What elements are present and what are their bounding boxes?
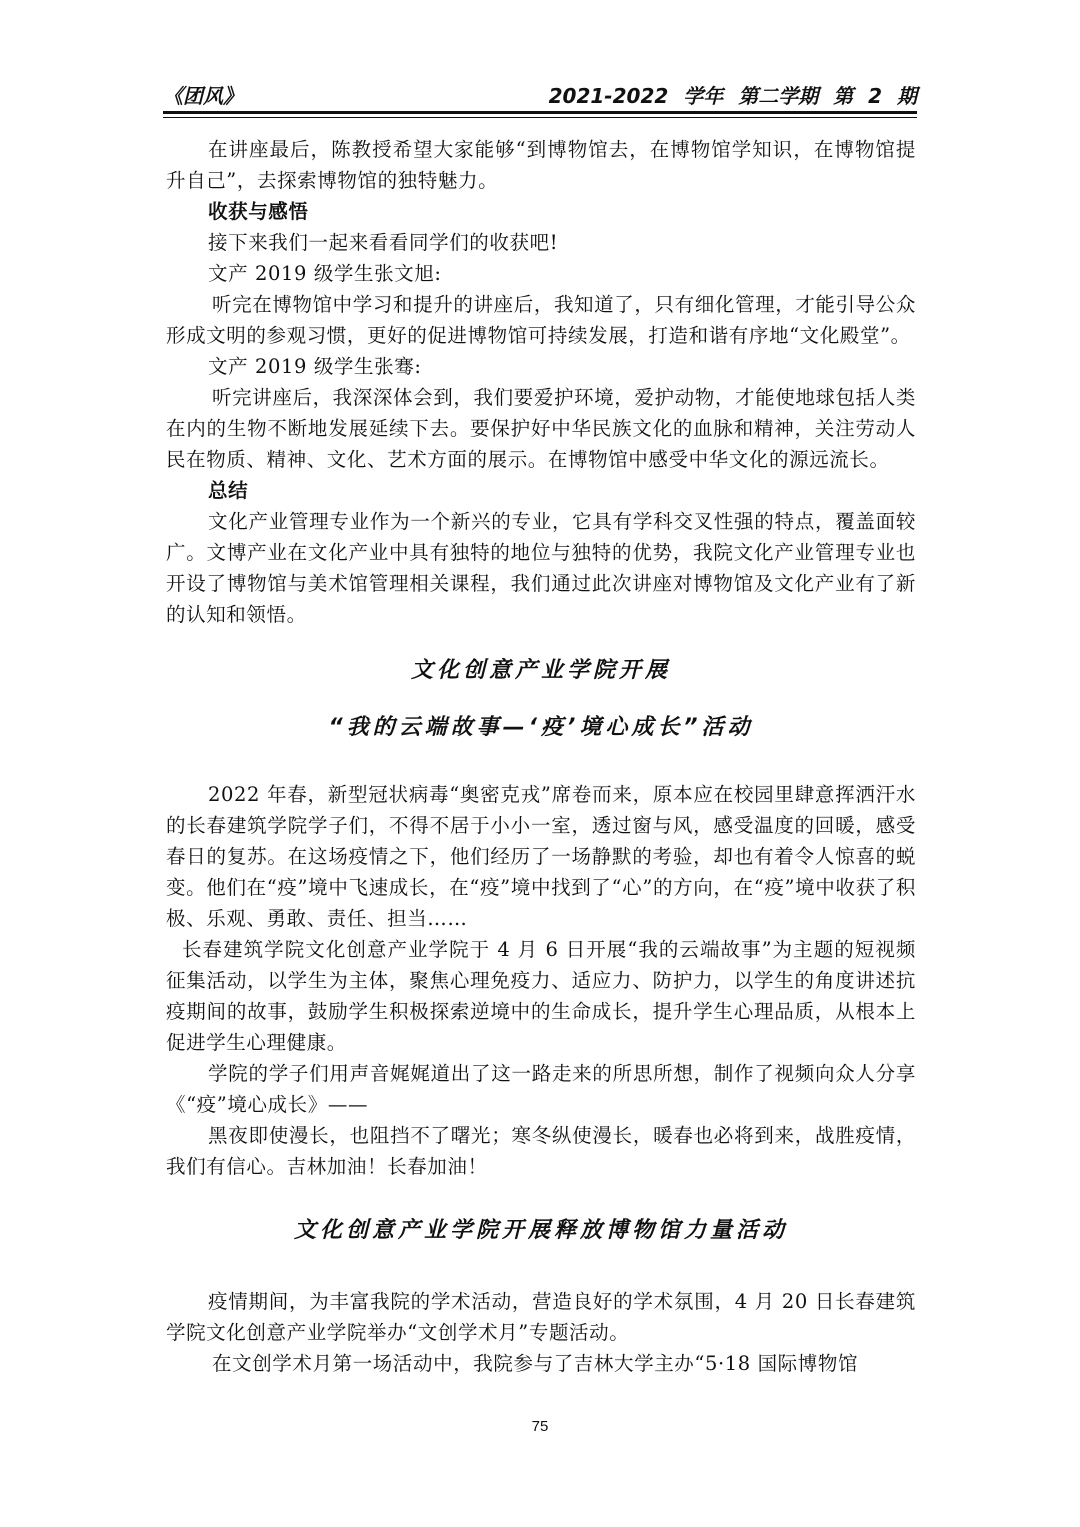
header-rule-thin	[163, 117, 917, 118]
lecture-closing-paragraph: 在讲座最后，陈教授希望大家能够“到博物馆去，在博物馆学知识，在博物馆提升自己”，去探索博物馆的独特魅力。	[166, 138, 916, 192]
article2-paragraph-2: 长春建筑学院文化创意产业学院于 4 月 6 日开展“我的云端故事”为主题的短视频征集活动，以学生为主体，聚焦心理免疫力、适应力、防护力，以学生的角度讲述抗疫期间的故事，鼓励学生积极探索逆境中的生命成长，提升学生心理品质，从根本上促进学生心理健康。	[166, 938, 916, 1054]
article2-title-line2: “我的云端故事—‘疫’境心成长”活动	[328, 715, 754, 740]
article3-paragraph-1: 疫情期间，为丰富我院的学术活动，营造良好的学术氛围，4 月 20 日长春建筑学院文化创意产业学院举办“文创学术月”专题活动。	[166, 1290, 916, 1344]
article2-paragraph-4: 黑夜即使漫长，也阻挡不了曙光；寒冬纵使漫长，暖春也必将到来，战胜疫情，我们有信心。吉林加油！长春加油！	[166, 1124, 916, 1178]
journal-name: 《团风》	[163, 84, 243, 108]
summary-paragraph: 文化产业管理专业作为一个新兴的专业，它具有学科交叉性强的特点，覆盖面较广。文博产业在文化产业中具有独特的地位与独特的优势，我院文化产业管理专业也开设了博物馆与美术馆管理相关课程，我们通过此次讲座对博物馆及文化产业有了新的认知和领悟。	[166, 510, 916, 626]
heading-summary: 总结	[208, 479, 249, 502]
page-header	[163, 76, 917, 110]
student2-paragraph: 听完讲座后，我深深体会到，我们要爱护环境，爱护动物，才能使地球包括人类在内的生物不断地发展延续下去。要保护好中华民族文化的血脉和精神，关注劳动人民在物质、精神、文化、艺术方面的展示。在博物馆中感受中华文化的源远流长。	[166, 386, 916, 471]
article2-paragraph-1: 2022 年春，新型冠状病毒“奥密克戎”席卷而来，原本应在校园里肆意挥洒汗水的长春建筑学院学子们，不得不居于小小一室，透过窗与风，感受温度的回暖，感受春日的复苏。在这场疫情之下，他们经历了一场静默的考验，却也有着令人惊喜的蜕变。他们在“疫”境中飞速成长，在“疫”境中找到了“心”的方向，在“疫”境中收获了积极、乐观、勇敢、责任、担当……	[166, 783, 916, 930]
article3-paragraph-2: 在文创学术月第一场活动中，我院参与了吉林大学主办“5·18 国际博物馆	[212, 1352, 859, 1375]
spacer	[166, 1182, 916, 1215]
page-body	[166, 134, 916, 1379]
spacer	[166, 686, 916, 712]
spacer	[166, 743, 916, 779]
issue-info: 2021-2022 学年 第二学期 第 2 期	[548, 84, 917, 108]
article3-title: 文化创意产业学院开展释放博物馆力量活动	[293, 1218, 788, 1243]
student2-label: 文产 2019 级学生张骞:	[208, 355, 422, 378]
student1-paragraph: 听完在博物馆中学习和提升的讲座后，我知道了，只有细化管理，才能引导公众形成文明的参观习惯，更好的促进博物馆可持续发展，打造和谐有序地“文化殿堂”。	[166, 293, 916, 347]
article2-paragraph-3: 学院的学子们用声音娓娓道出了这一路走来的所思所想，制作了视频向众人分享《“疫”境心成长》——	[166, 1062, 916, 1116]
page-number: 75	[531, 1418, 549, 1435]
header-rule-thick	[163, 111, 917, 114]
student1-label: 文产 2019 级学生张文旭:	[208, 262, 442, 285]
article2-title-line1: 文化创意产业学院开展	[410, 658, 671, 683]
spacer	[166, 630, 916, 655]
spacer	[166, 1246, 916, 1286]
gains-intro-paragraph: 接下来我们一起来看看同学们的收获吧!	[208, 231, 559, 254]
heading-gains: 收获与感悟	[208, 200, 309, 223]
